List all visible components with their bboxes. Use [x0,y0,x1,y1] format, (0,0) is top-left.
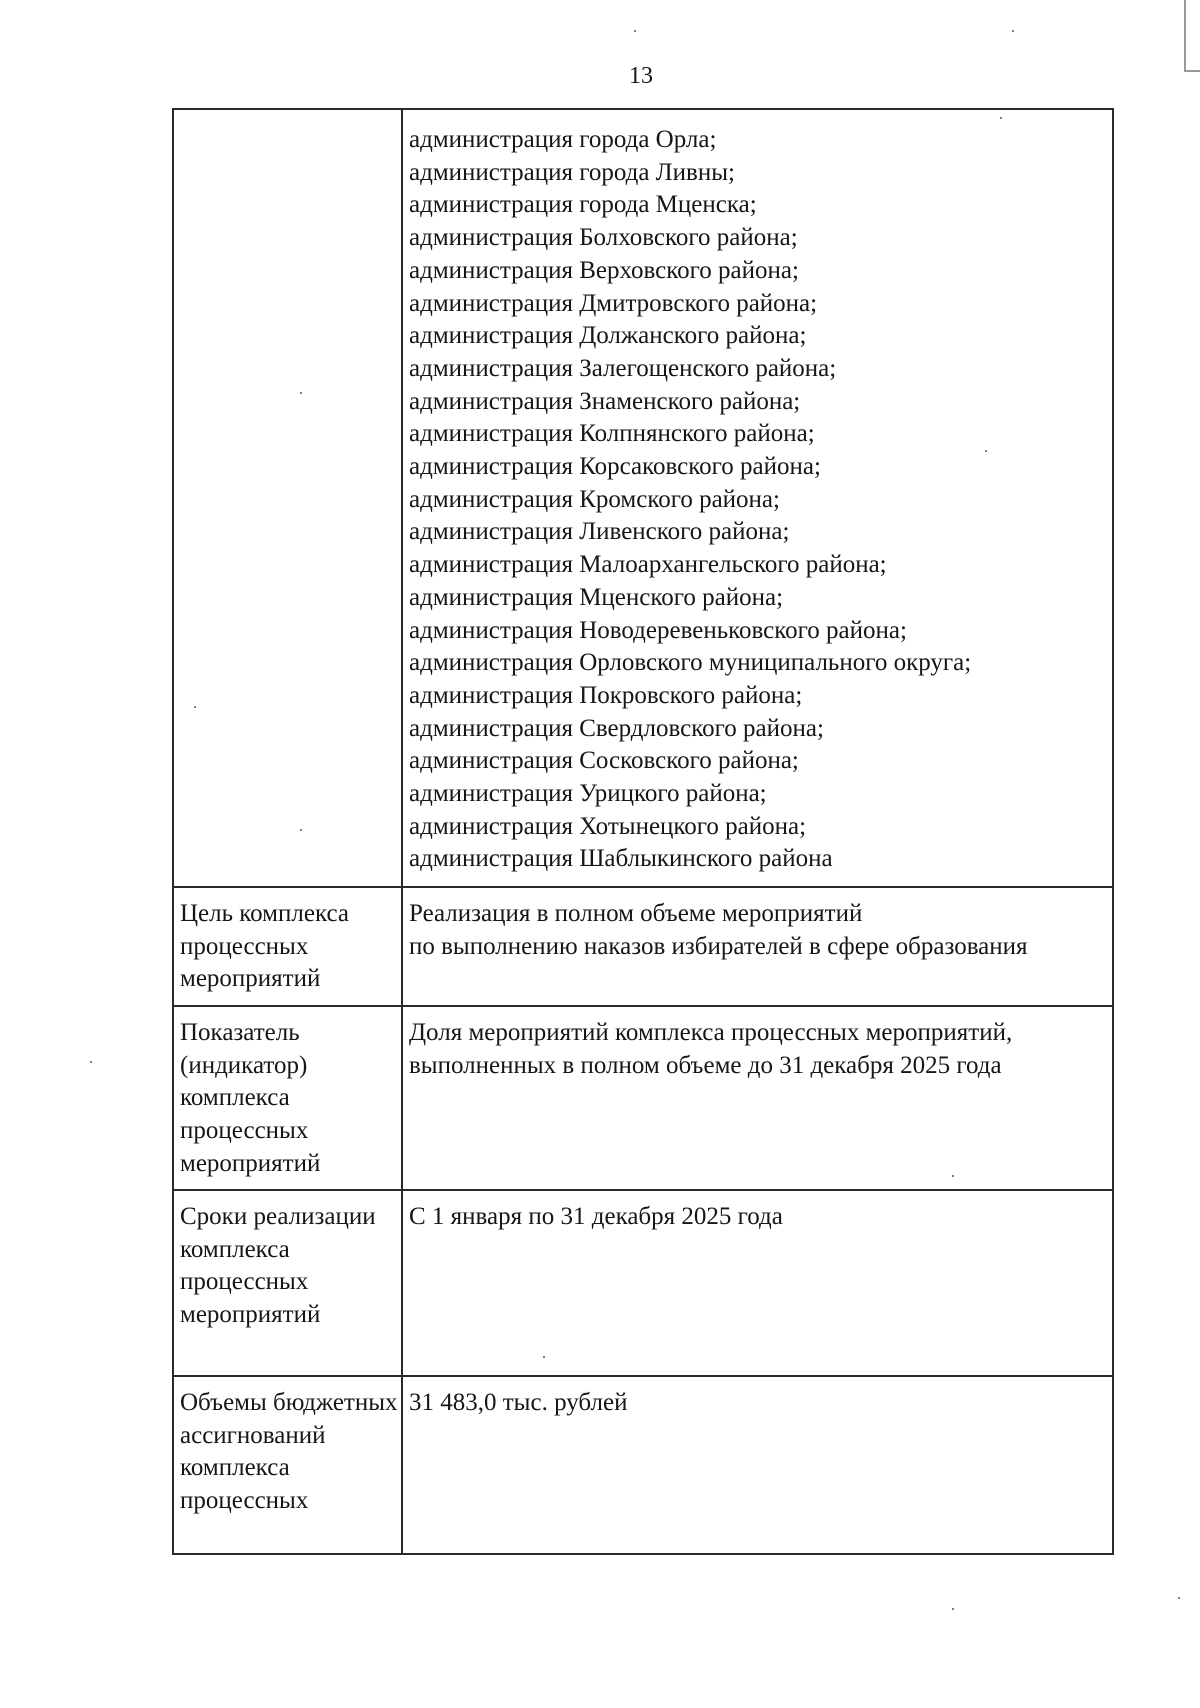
organization-item: администрация города Орла; [409,126,717,153]
organization-item: администрация Свердловского района; [409,714,824,742]
scan-speck [634,30,636,32]
page-number: 13 [629,63,653,89]
organization-item: администрация Сосковского района; [409,747,799,775]
organization-item: администрация Корсаковского района; [409,453,821,481]
table-row-indicator [173,1006,1113,1190]
goal-value-line: Реализация в полном объеме мероприятий [409,900,863,927]
organization-item: администрация города Ливны; [409,158,735,186]
table-row-goal [173,887,1113,1006]
organization-item: администрация Знаменского района; [409,387,801,415]
table-row-terms [173,1190,1113,1376]
terms-value: С 1 января по 31 декабря 2025 года [402,1190,1113,1376]
organization-item: администрация Мценского района; [409,583,784,611]
goal-value-line: по выполнению наказов избирателей в сфере образования [409,932,1028,960]
organization-item: администрация Должанского района; [409,322,807,350]
scan-speck [543,1356,545,1358]
organization-item: администрация Верховского района; [409,256,799,284]
organization-item: администрация Новодеревеньковского района; [409,616,907,644]
budget-label: Объемы бюджетных ассигнований комплекса процессных [173,1376,402,1554]
budget-value: 31 483,0 тыс. рублей [402,1376,1113,1554]
scan-speck [1178,1597,1180,1599]
scan-speck [1012,30,1014,32]
organizations-list [409,124,1108,876]
table-row-organizations [173,109,1113,887]
organization-item: администрация Болховского района; [409,224,798,252]
scan-speck [90,1061,92,1063]
organization-item: администрация Залегощенского района; [409,354,837,382]
organization-item: администрация Кромского района; [409,485,780,513]
organizations-label-cell [173,109,402,887]
scan-speck [952,1608,954,1610]
organization-item: администрация Хотынецкого района; [409,812,807,840]
indicator-label: Показатель (индикатор) комплекса процессных мероприятий [173,1006,402,1190]
goal-label: Цель комплекса процессных мероприятий [173,887,402,1006]
passport-table [172,108,1114,1555]
organization-item: администрация Шаблыкинского района [409,845,833,873]
organization-item: администрация города Мценска; [409,191,757,219]
scan-speck [985,450,987,452]
organizations-list-cell [402,109,1113,887]
scan-edge-mark [1184,0,1200,72]
scan-speck [300,829,302,831]
scan-speck [194,706,196,708]
scan-speck [1000,117,1002,119]
organization-item: администрация Урицкого района; [409,780,767,808]
indicator-value: Доля мероприятий комплекса процессных мероприятий, выполненных в полном объеме до 31 декабря 2025 года [402,1006,1113,1190]
terms-label: Сроки реализации комплекса процессных мероприятий [173,1190,402,1376]
scan-speck [952,1175,954,1177]
organization-item: администрация Малоархангельского района; [409,551,887,579]
organization-item: администрация Колпнянского района; [409,420,815,448]
table-row-budget [173,1376,1113,1554]
organization-item: администрация Дмитровского района; [409,289,818,317]
organization-item: администрация Орловского муниципального округа; [409,649,972,677]
organization-item: администрация Покровского района; [409,681,803,709]
organization-item: администрация Ливенского района; [409,518,790,546]
goal-value [402,887,1113,1006]
scan-speck [300,392,302,394]
